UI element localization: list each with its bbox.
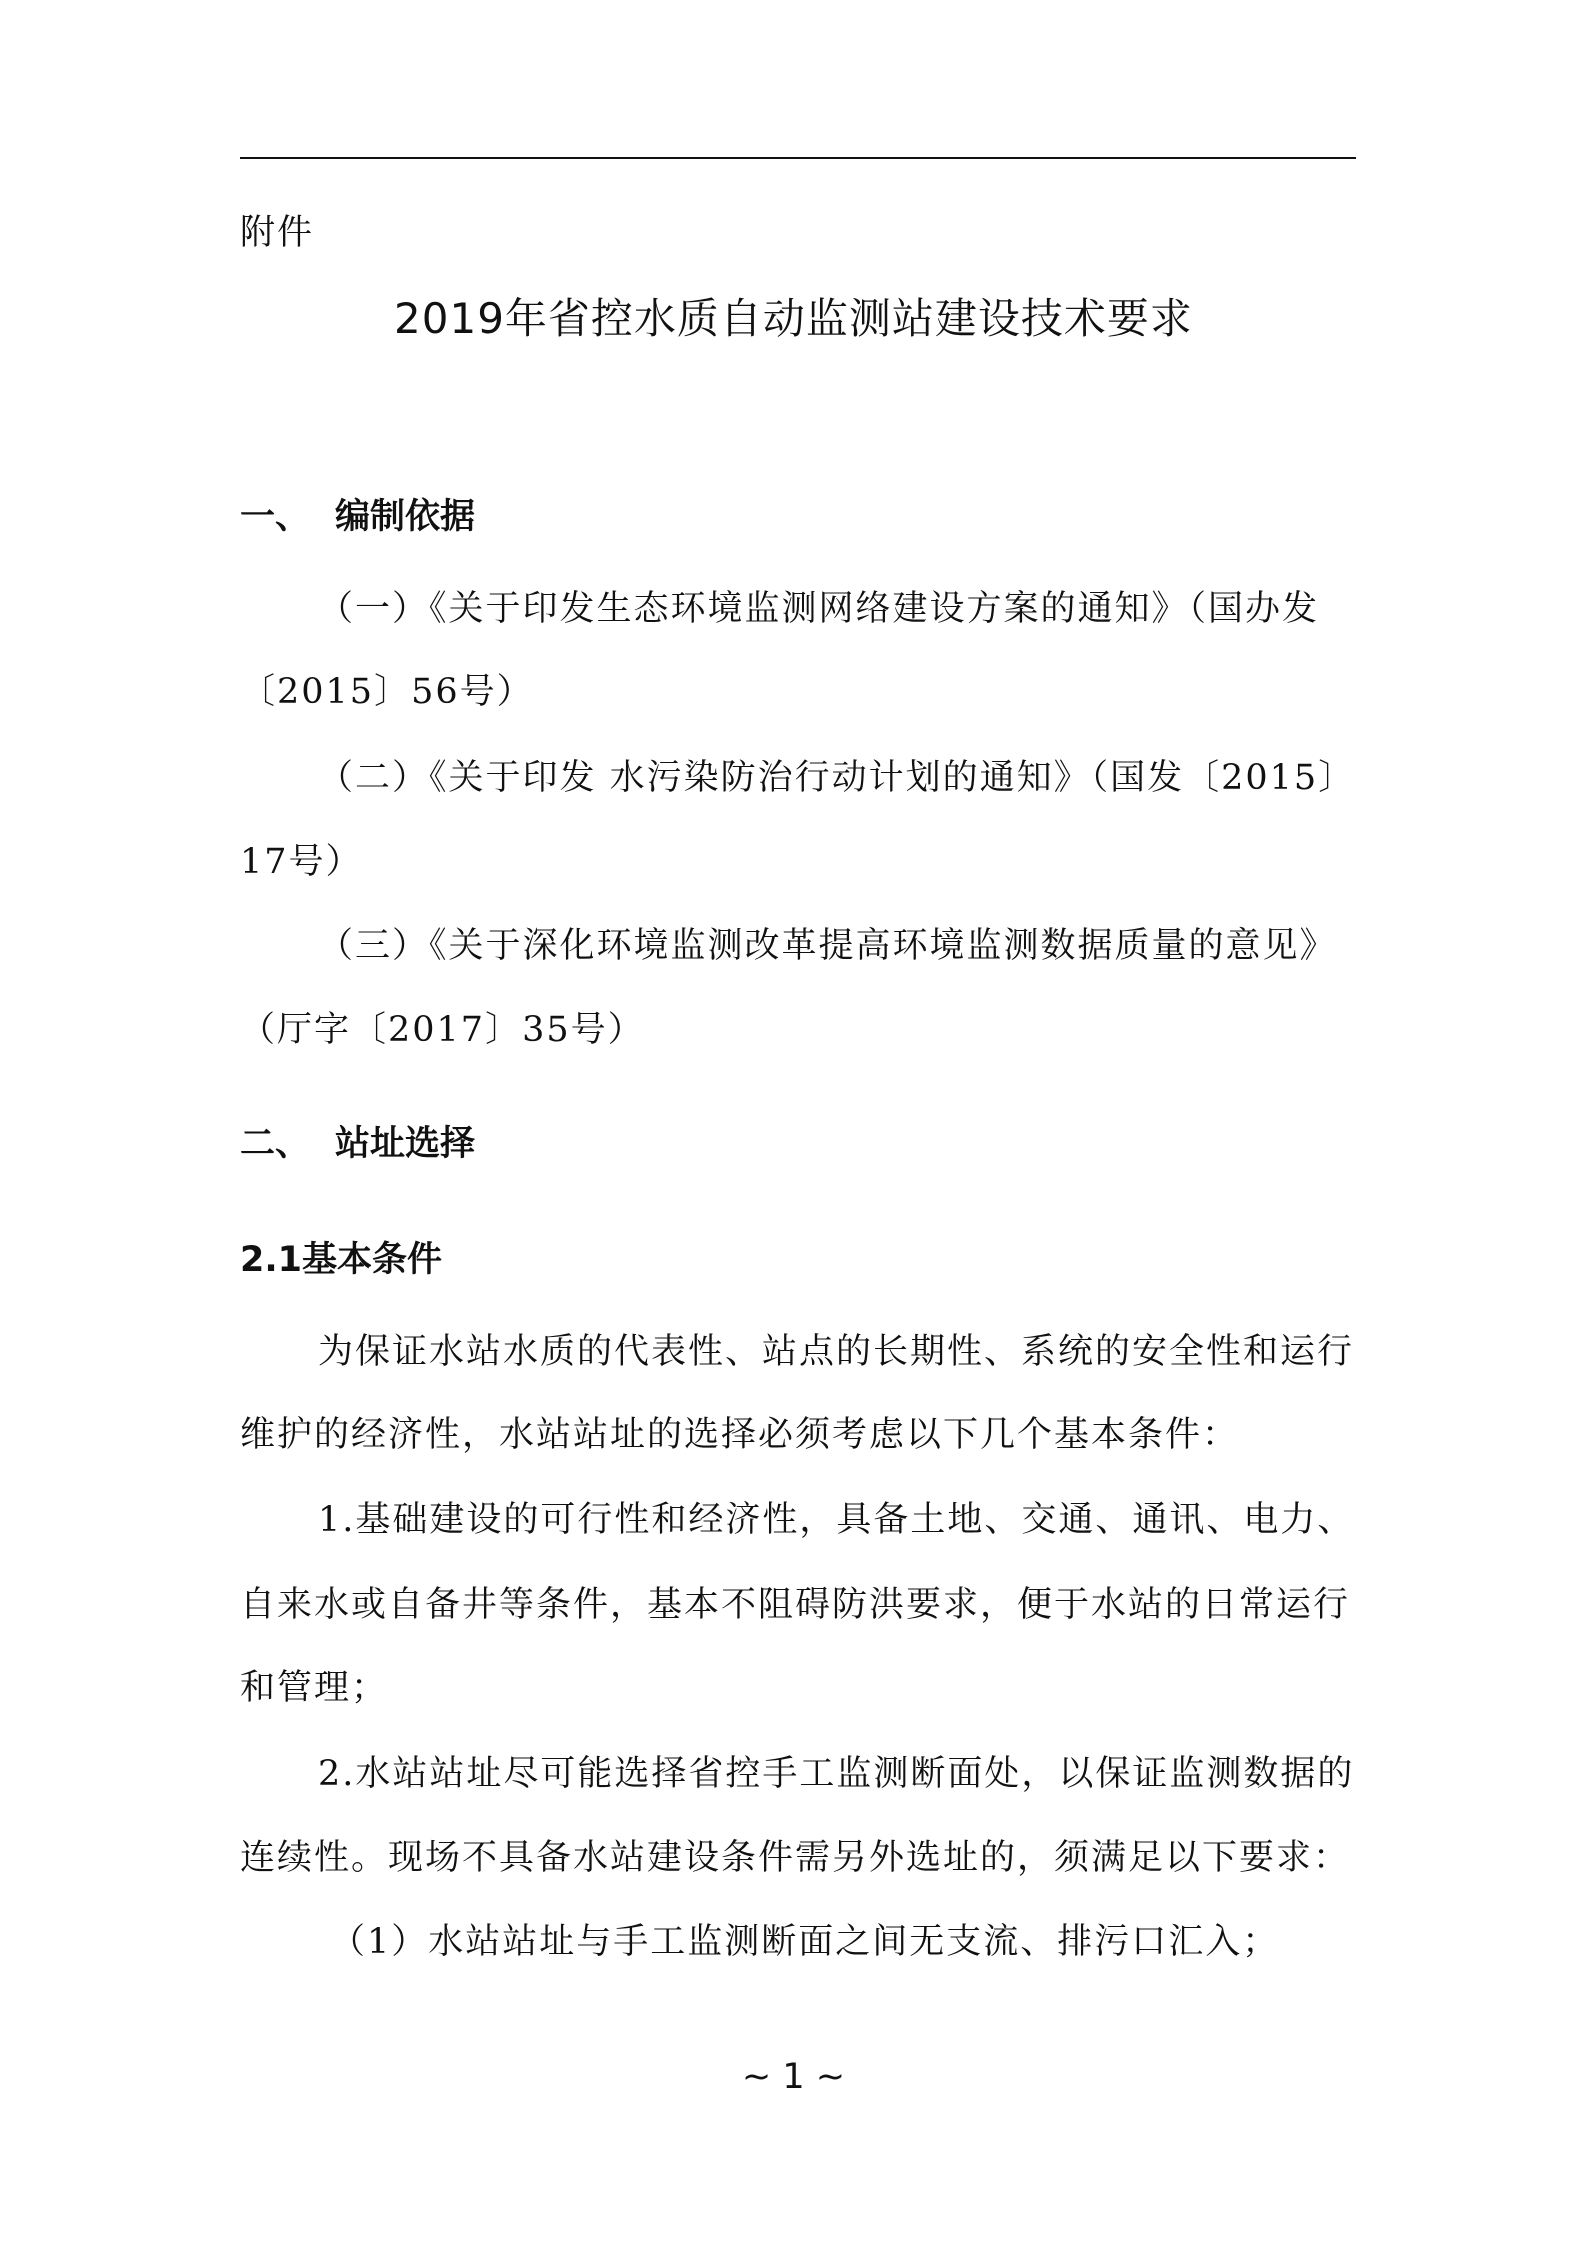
- paragraph-line: 连续性。现场不具备水站建设条件需另外选址的，须满足以下要求：: [240, 1838, 1351, 1878]
- reference-3-line-1: （三）《关于深化环境监测改革提高环境监测数据质量的意见》: [318, 926, 1337, 966]
- reference-2-line-1: （二）《关于印发 水污染防治行动计划的通知》（国发〔2015〕: [318, 758, 1356, 798]
- subsection-2-1-heading: 2.1基本条件: [240, 1240, 443, 1280]
- reference-1-line-2: 〔2015〕56号）: [240, 672, 534, 712]
- attachment-label: 附件: [240, 213, 315, 253]
- reference-2-line-2: 17号）: [240, 842, 363, 882]
- paragraph-line: 为保证水站水质的代表性、站点的长期性、系统的安全性和运行: [318, 1332, 1355, 1372]
- header-rule: [240, 157, 1356, 159]
- paragraph-line: 和管理；: [240, 1668, 389, 1708]
- section-2-number: 二、: [240, 1124, 311, 1164]
- section-2-title: 站址选择: [335, 1124, 476, 1164]
- section-1-heading: [240, 497, 476, 537]
- paragraph-line: 自来水或自备井等条件，基本不阻碍防洪要求，便于水站的日常运行: [240, 1585, 1351, 1625]
- paragraph-line: 1.基础建设的可行性和经济性，具备土地、交通、通讯、电力、: [318, 1500, 1355, 1540]
- section-2-heading: [240, 1124, 476, 1164]
- section-1-title: 编制依据: [335, 497, 476, 537]
- section-1-number: 一、: [240, 497, 311, 537]
- reference-1-line-1: （一）《关于印发生态环境监测网络建设方案的通知》（国办发: [318, 589, 1320, 629]
- paragraph-line: （1）水站站址与手工监测断面之间无支流、排污口汇入；: [330, 1922, 1280, 1962]
- paragraph-line: 维护的经济性，水站站址的选择必须考虑以下几个基本条件：: [240, 1415, 1240, 1455]
- page-number: ~ 1 ~: [741, 2057, 846, 2097]
- reference-3-line-2: （厅字〔2017〕35号）: [240, 1010, 645, 1050]
- paragraph-line: 2.水站站址尽可能选择省控手工监测断面处，以保证监测数据的: [318, 1754, 1355, 1794]
- document-title: 2019年省控水质自动监测站建设技术要求: [394, 294, 1193, 343]
